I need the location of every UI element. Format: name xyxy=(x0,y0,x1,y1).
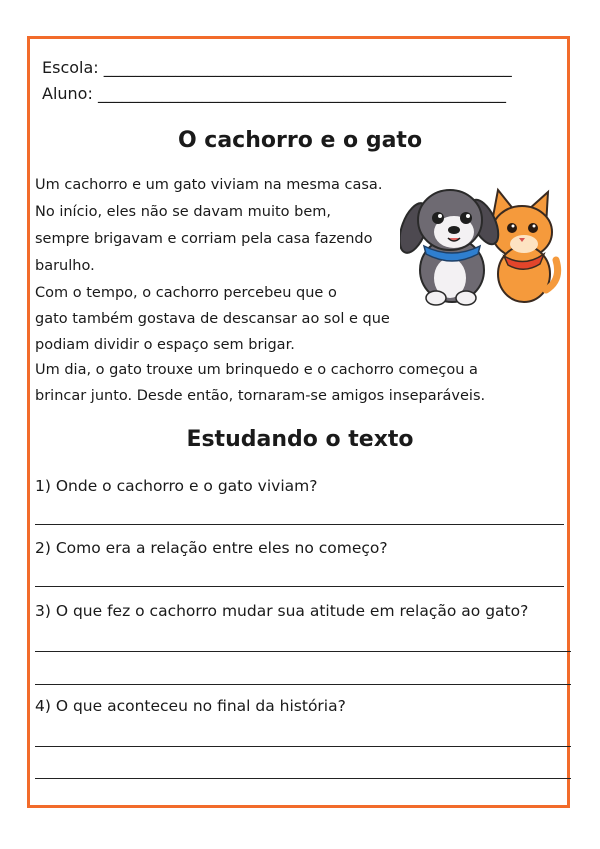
story-line: brincar junto. Desde então, tornaram-se amigos inseparáveis. xyxy=(35,388,486,404)
answer-line-4a[interactable] xyxy=(35,746,571,747)
answer-line-1[interactable] xyxy=(35,524,564,525)
story-line: podiam dividir o espaço sem brigar. xyxy=(35,337,295,353)
story-line: gato também gostava de descansar ao sol e que xyxy=(35,311,390,327)
dog-icon xyxy=(400,190,504,305)
student-field: Aluno: ___________________________________________________ xyxy=(42,84,506,103)
story-line: No início, eles não se davam muito bem, xyxy=(35,204,331,220)
section-title: Estudando o texto xyxy=(186,427,414,452)
answer-line-3a[interactable] xyxy=(35,651,571,652)
answer-line-3b[interactable] xyxy=(35,684,571,685)
story-line: Um dia, o gato trouxe um brinquedo e o cachorro começou a xyxy=(35,362,478,378)
question-3: 3) O que fez o cachorro mudar sua atitude em relação ao gato? xyxy=(35,602,529,620)
story-line: Com o tempo, o cachorro percebeu que o xyxy=(35,285,337,301)
school-field: Escola: ___________________________________________________ xyxy=(42,58,512,77)
question-1: 1) Onde o cachorro e o gato viviam? xyxy=(35,477,318,495)
question-4: 4) O que aconteceu no final da história? xyxy=(35,697,346,715)
page-title: O cachorro e o gato xyxy=(177,128,423,153)
story-line: Um cachorro e um gato viviam na mesma casa. xyxy=(35,177,383,193)
dog-and-cat-illustration xyxy=(400,170,565,310)
question-2: 2) Como era a relação entre eles no começo? xyxy=(35,539,388,557)
answer-line-4b[interactable] xyxy=(35,778,571,779)
cat-icon xyxy=(492,190,558,302)
answer-line-2[interactable] xyxy=(35,586,564,587)
story-line: sempre brigavam e corriam pela casa fazendo xyxy=(35,231,373,247)
story-line: barulho. xyxy=(35,258,95,274)
